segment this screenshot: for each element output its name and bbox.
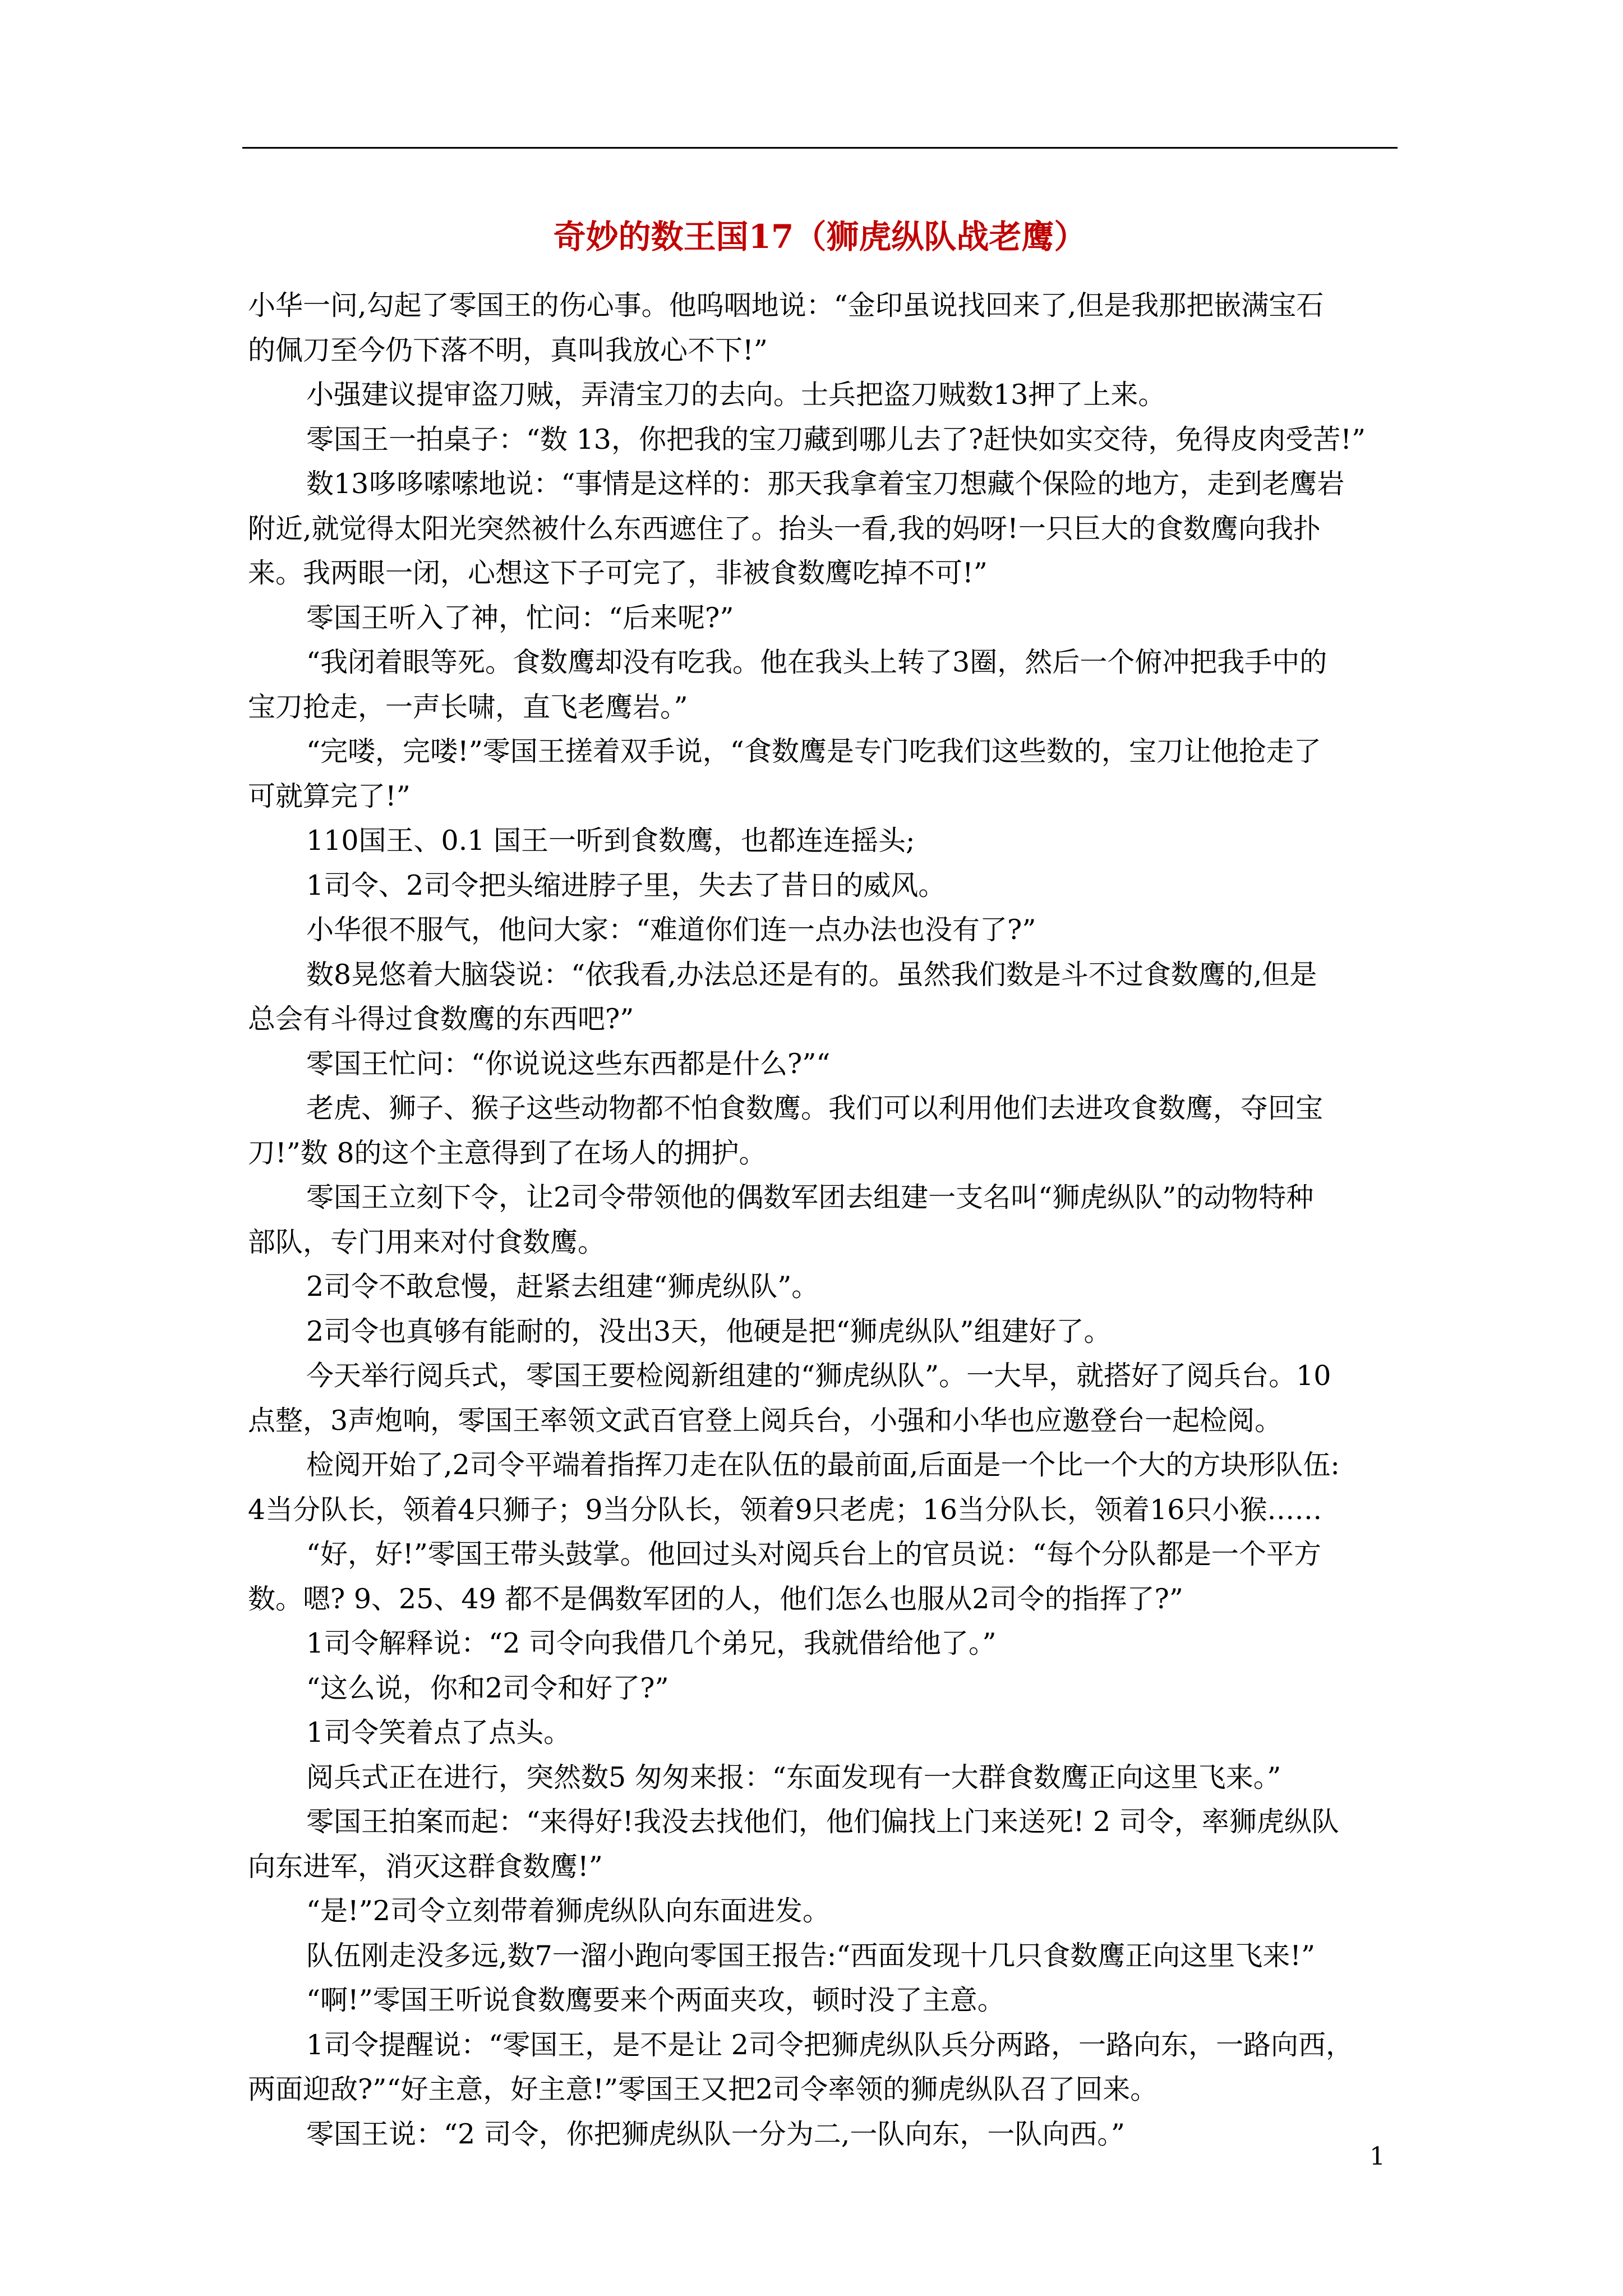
paragraph-first-line: 零国王说：“2 司令，你把狮虎纵队一分为二,一队向东，一队向西。” bbox=[306, 2118, 1125, 2150]
paragraph-first-line: 数8晃悠着大脑袋说：“依我看,办法总还是有的。虽然我们数是斗不过食数鹰的,但是 bbox=[306, 958, 1317, 991]
paragraph-line: 数。嗯? 9、25、49 都不是偶数军团的人，他们怎么也服从2司令的指挥了?” bbox=[248, 1582, 1183, 1615]
paragraph-first-line: 零国王立刻下令，让2司令带领他的偶数军团去组建一支名叫“狮虎纵队”的动物特种 bbox=[306, 1181, 1314, 1213]
paragraph-first-line: 零国王听入了神，忙问：“后来呢?” bbox=[306, 601, 734, 634]
paragraph-line: 刀!”数 8的这个主意得到了在场人的拥护。 bbox=[248, 1137, 767, 1169]
paragraph-line: 两面迎敌?”“好主意，好主意!”零国王又把2司令率领的狮虎纵队召了回来。 bbox=[248, 2073, 1158, 2105]
paragraph-first-line: 阅兵式正在进行，突然数5 匆匆来报：“东面发现有一大群食数鹰正向这里飞来。” bbox=[306, 1761, 1281, 1793]
paragraph-first-line: 零国王一拍桌子：“数 13，你把我的宝刀藏到哪儿去了?赶快如实交待，免得皮肉受苦!” bbox=[306, 423, 1366, 455]
paragraph-first-line: 零国王忙问：“你说说这些东西都是什么?”“ bbox=[306, 1047, 831, 1080]
paragraph-line: 附近,就觉得太阳光突然被什么东西遮住了。抬头一看,我的妈呀!一只巨大的食数鹰向我扑 bbox=[248, 512, 1321, 545]
paragraph-first-line: 1司令提醒说：“零国王，是不是让 2司令把狮虎纵队兵分两路，一路向东，一路向西， bbox=[306, 2028, 1353, 2061]
paragraph-line: 部队，专门用来对付食数鹰。 bbox=[248, 1226, 606, 1258]
paragraph-first-line: “好，好!”零国王带头鼓掌。他回过头对阅兵台上的官员说：“每个分队都是一个平方 bbox=[306, 1538, 1321, 1570]
paragraph-first-line: 1司令解释说：“2 司令向我借几个弟兄，我就借给他了。” bbox=[306, 1627, 997, 1659]
paragraph-first-line: “是!”2司令立刻带着狮虎纵队向东面进发。 bbox=[306, 1895, 830, 1927]
paragraph-first-line: 小强建议提审盗刀贼，弄清宝刀的去向。士兵把盗刀贼数13押了上来。 bbox=[306, 379, 1166, 411]
paragraph-first-line: 小华很不服气，他问大家：“难道你们连一点办法也没有了?” bbox=[306, 914, 1036, 946]
paragraph-line: 向东进军，消灭这群食数鹰!” bbox=[248, 1850, 603, 1883]
paragraph-first-line: 2司令也真够有能耐的，没出3天，他硬是把“狮虎纵队”组建好了。 bbox=[306, 1315, 1112, 1347]
paragraph-first-line: “我闭着眼等死。食数鹰却没有吃我。他在我头上转了3圈，然后一个俯冲把我手中的 bbox=[306, 646, 1327, 678]
paragraph-line: 小华一问,勾起了零国王的伤心事。他呜咽地说：“金印虽说找回来了,但是我那把嵌满宝石 bbox=[248, 289, 1324, 321]
paragraph-first-line: “这么说，你和2司令和好了?” bbox=[306, 1672, 669, 1704]
paragraph-line: 总会有斗得过食数鹰的东西吧?” bbox=[248, 1003, 634, 1035]
paragraph-line: 的佩刀至今仍下落不明，真叫我放心不下!” bbox=[248, 334, 768, 366]
paragraph-first-line: 1司令笑着点了点头。 bbox=[306, 1717, 571, 1749]
paragraph-first-line: 110国王、0.1 国王一听到食数鹰，也都连连摇头; bbox=[306, 825, 915, 857]
paragraph-line: 宝刀抢走，一声长啸，直飞老鹰岩。” bbox=[248, 691, 688, 723]
paragraph-first-line: 今天举行阅兵式，零国王要检阅新组建的“狮虎纵队”。一大早，就搭好了阅兵台。10 bbox=[306, 1360, 1331, 1392]
paragraph-first-line: 老虎、狮子、猴子这些动物都不怕食数鹰。我们可以利用他们去进攻食数鹰，夺回宝 bbox=[306, 1092, 1324, 1124]
paragraph-line: 来。我两眼一闭，心想这下子可完了，非被食数鹰吃掉不可!” bbox=[248, 557, 988, 589]
header-rule bbox=[242, 147, 1398, 149]
paragraph-line: 点整，3声炮响，零国王率领文武百官登上阅兵台，小强和小华也应邀登台一起检阅。 bbox=[248, 1404, 1283, 1437]
paragraph-line: 4当分队长，领着4只狮子；9当分队长，领着9只老虎；16当分队长，领着16只小猴…… bbox=[248, 1493, 1322, 1526]
paragraph-line: 可就算完了!” bbox=[248, 780, 411, 812]
paragraph-first-line: 检阅开始了,2司令平端着指挥刀走在队伍的最前面,后面是一个比一个大的方块形队伍: bbox=[306, 1449, 1340, 1481]
document-title: 奇妙的数王国17（狮虎纵队战老鹰） bbox=[553, 218, 1087, 256]
paragraph-first-line: 1司令、2司令把头缩进脖子里，失去了昔日的威风。 bbox=[306, 869, 946, 901]
paragraph-first-line: 零国王拍案而起：“来得好!我没去找他们，他们偏找上门来送死! 2 司令，率狮虎纵队 bbox=[306, 1806, 1339, 1838]
paragraph-first-line: 2司令不敢怠慢，赶紧去组建“狮虎纵队”。 bbox=[306, 1271, 819, 1303]
document-body bbox=[248, 283, 1400, 2156]
paragraph-first-line: “完喽，完喽!”零国王搓着双手说，“食数鹰是专门吃我们这些数的，宝刀让他抢走了 bbox=[306, 735, 1321, 767]
paragraph-first-line: “啊!”零国王听说食数鹰要来个两面夹攻，顿时没了主意。 bbox=[306, 1984, 1005, 2016]
page-number: 1 bbox=[1370, 2142, 1385, 2171]
paragraph-first-line: 数13哆哆嗦嗦地说：“事情是这样的：那天我拿着宝刀想藏个保险的地方，走到老鹰岩 bbox=[306, 468, 1345, 500]
paragraph-first-line: 队伍刚走没多远,数7一溜小跑向零国王报告:“西面发现十几只食数鹰正向这里飞来!” bbox=[306, 1939, 1316, 1972]
